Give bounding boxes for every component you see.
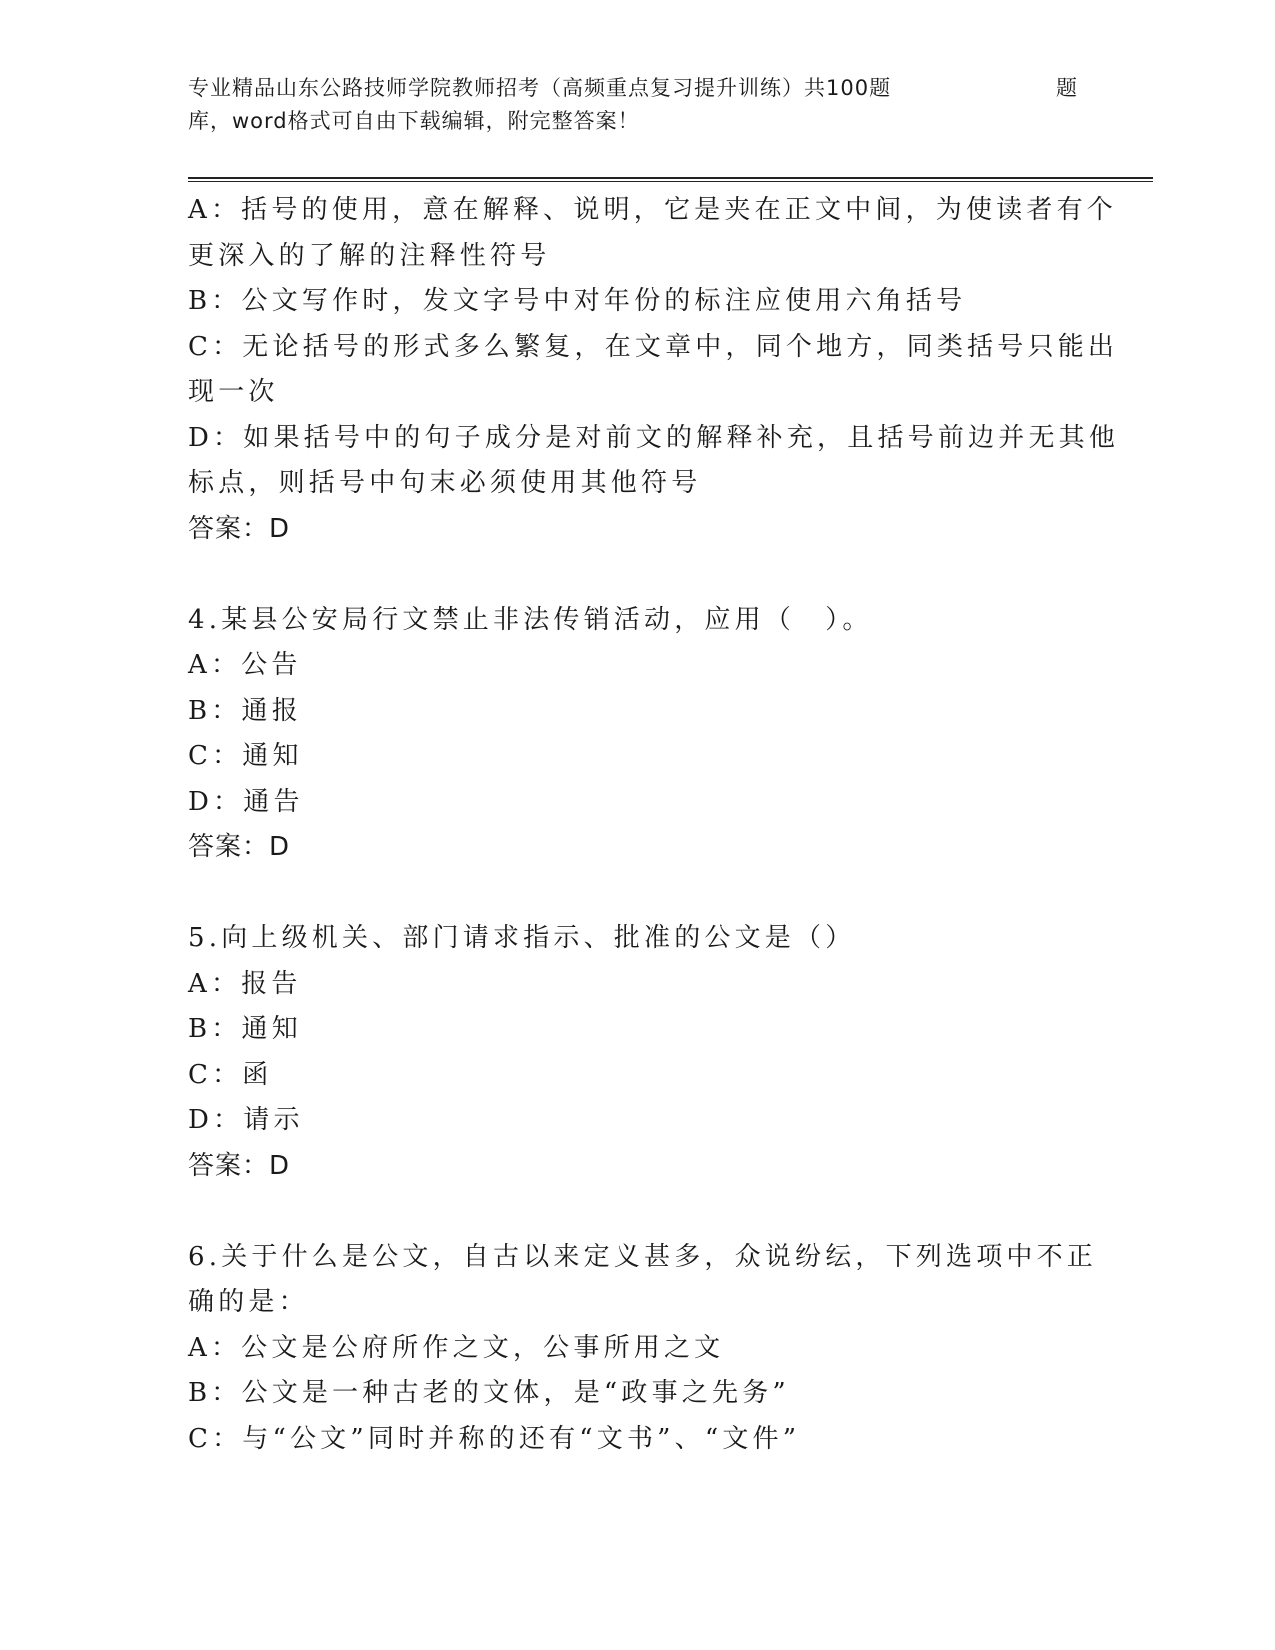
- option-c: C：函: [188, 1059, 273, 1090]
- option-c: C：与“公文”同时并称的还有“文书”、“文件”: [188, 1423, 801, 1454]
- document-body: [188, 188, 1120, 1462]
- answer: 答案：D: [188, 1150, 291, 1181]
- option-c-line-1: C：无论括号的形式多么繁复，在文章中，同个地方，同类括号只能出: [188, 331, 1119, 362]
- header-title-tail: 题: [1056, 76, 1078, 100]
- option-a: A：公文是公府所作之文，公事所用之文: [188, 1332, 725, 1363]
- question-stem: 5.向上级机关、部门请求指示、批准的公文是（）: [188, 923, 856, 953]
- answer: 答案：D: [188, 513, 291, 544]
- header-divider-thin: [188, 181, 1153, 182]
- spacer: [188, 1189, 1088, 1235]
- header-title: 专业精品山东公路技师学院教师招考（高频重点复习提升训练）共100题: [188, 76, 892, 100]
- option-d: D：通告: [188, 786, 304, 817]
- option-b: B：公文写作时，发文字号中对年份的标注应使用六角括号: [188, 286, 967, 316]
- option-d-line-1: D：如果括号中的句子成分是对前文的解释补充，且括号前边并无其他: [188, 422, 1120, 453]
- question-4: [188, 598, 1088, 871]
- answer: 答案：D: [188, 832, 291, 862]
- option-a: A：报告: [188, 968, 302, 999]
- option-b: B：通报: [188, 695, 302, 726]
- option-a: A：公告: [188, 650, 302, 680]
- option-a-line-1: A：括号的使用，意在解释、说明，它是夹在正文中间，为使读者有个: [188, 195, 1117, 225]
- header-line-1: [188, 72, 1088, 105]
- header-divider-thick: [188, 177, 1153, 179]
- spacer: [188, 552, 1088, 598]
- option-a-line-2: 更深入的了解的注释性符号: [188, 240, 551, 271]
- document-header: [188, 72, 1088, 138]
- option-d-line-2: 标点，则括号中句末必须使用其他符号: [188, 468, 702, 498]
- option-c-line-2: 现一次: [188, 377, 279, 407]
- option-c: C：通知: [188, 741, 303, 771]
- question-3: [188, 188, 1120, 552]
- header-line-2: 库，word格式可自由下载编辑，附完整答案！: [188, 109, 640, 133]
- question-stem-line-2: 确的是：: [188, 1287, 309, 1317]
- option-b: B：公文是一种古老的文体，是“政事之先务”: [188, 1378, 790, 1408]
- option-b: B：通知: [188, 1014, 302, 1044]
- question-stem: 4.某县公安局行文禁止非法传销活动，应用（ ）。: [188, 604, 873, 635]
- question-stem-line-1: 6.关于什么是公文，自古以来定义甚多，众说纷纭，下列选项中不正: [188, 1241, 1098, 1272]
- question-6: [188, 1235, 1098, 1463]
- option-d: D：请示: [188, 1105, 304, 1135]
- question-5: [188, 916, 1088, 1189]
- spacer: [188, 871, 1088, 917]
